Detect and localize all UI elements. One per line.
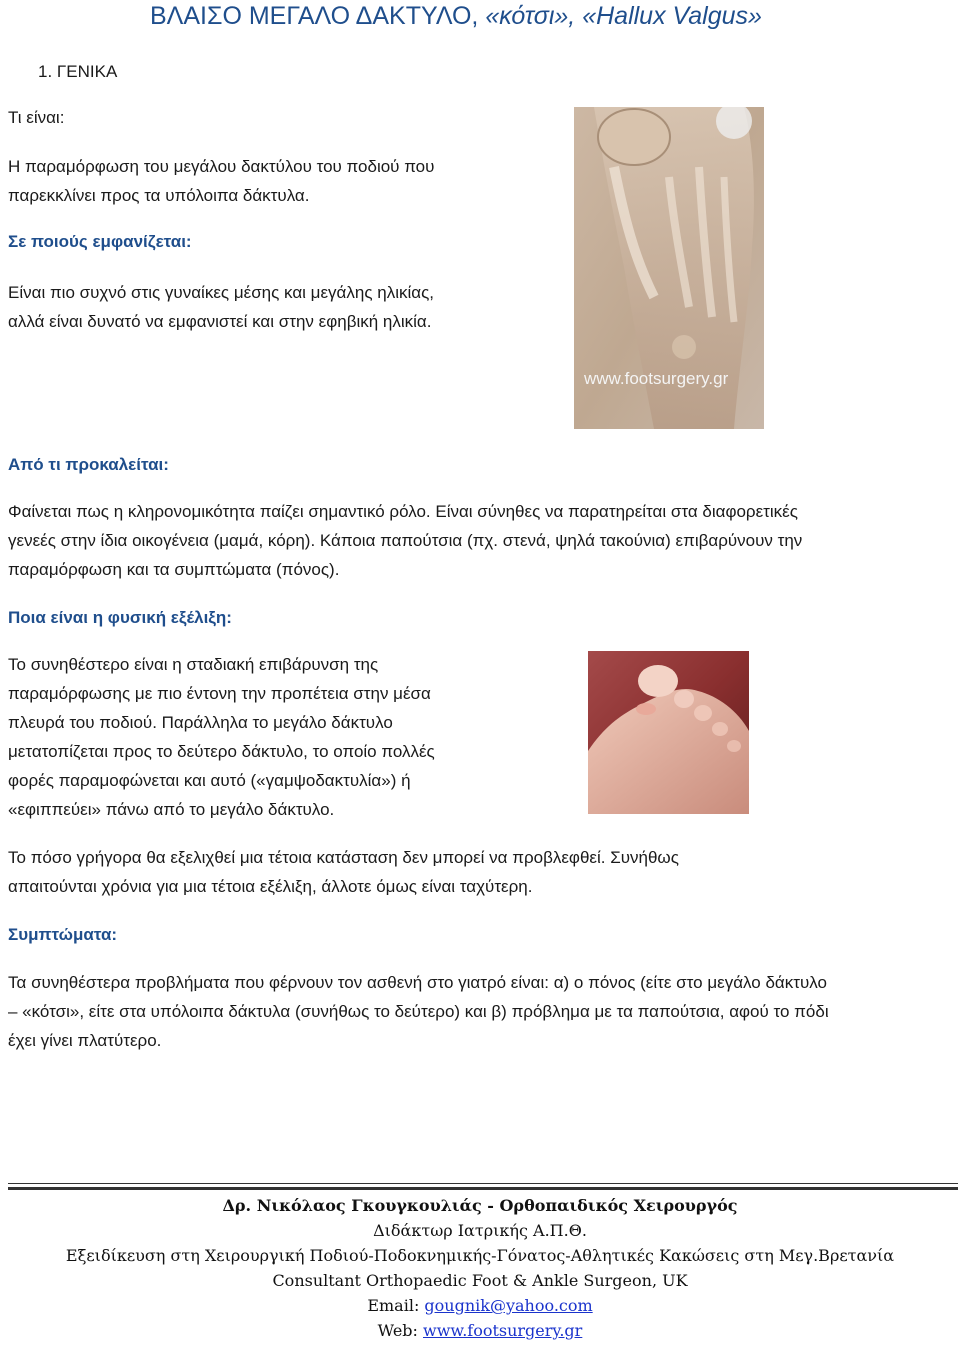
title-main: ΒΛΑΙΣΟ ΜΕΓΑΛΟ ΔΑΚΤΥΛΟ, xyxy=(150,2,486,30)
footer-title-en: Consultant Orthopaedic Foot & Ankle Surgeon, UK xyxy=(272,1271,688,1290)
text-line: Είναι πιο συχνό στις γυναίκες μέσης και μεγάλης ηλικίας, xyxy=(8,283,434,302)
text-line: γενεές στην ίδια οικογένεια (μαμά, κόρη). Κάποια παπούτσια (πχ. στενά, ψηλά τακούνια) επιβαρύνουν την xyxy=(8,531,803,550)
text-line: Τα συνηθέστερα προβλήματα που φέρνουν τον ασθενή στο γιατρό είναι: α) ο πόνος (είτε στο μεγάλο δάκτυλο xyxy=(8,973,827,992)
section-heading: 1. ΓΕΝΙΚΑ xyxy=(38,62,118,81)
footer-web-row xyxy=(0,1318,960,1343)
text-line: έχει γίνει πλατύτερο. xyxy=(8,1031,162,1050)
footer-degree: Διδάκτωρ Ιατρικής Α.Π.Θ. xyxy=(373,1221,587,1240)
text-line: Φαίνεται πως η κληρονομικότητα παίζει σημαντικό ρόλο. Είναι σύνηθες να παρατηρείται στα διαφορετικές xyxy=(8,502,798,521)
footer-specialization: Εξειδίκευση στη Χειρουργική Ποδιού-Ποδοκνημικής-Γόνατος-Αθλητικές Κακώσεις στη Μεγ.Βρετανία xyxy=(65,1246,895,1265)
footer-author: Δρ. Νικόλαος Γκουγκουλιάς - Ορθοπαιδικός Χειρουργός xyxy=(222,1196,738,1215)
title-italic: «κότσι», «Hallux Valgus» xyxy=(485,2,762,30)
symptoms-text xyxy=(8,968,953,1055)
email-link[interactable]: gougnik@yahoo.com xyxy=(424,1296,593,1315)
footer-divider xyxy=(8,1183,958,1184)
text-line: «εφιππεύει» πάνω από το μεγάλο δάκτυλο. xyxy=(8,800,335,819)
text-line: απαιτούνται χρόνια για μια τέτοια εξέλιξη, άλλοτε όμως είναι ταχύτερη. xyxy=(8,877,533,896)
foot-photo-2-icon xyxy=(588,651,749,814)
web-link[interactable]: www.footsurgery.gr xyxy=(423,1321,583,1340)
footer-divider-thick xyxy=(8,1187,958,1190)
web-label: Web: xyxy=(377,1321,423,1340)
symptoms-heading: Συμπτώματα: xyxy=(8,925,118,944)
text-line: Η παραμόρφωση του μεγάλου δακτύλου του ποδιού που xyxy=(8,157,435,176)
text-line: παραμόρφωση και τα συμπτώματα (πόνος). xyxy=(8,560,340,579)
course-text xyxy=(8,650,568,824)
what-heading: Τι είναι: xyxy=(8,108,65,127)
text-line: μετατοπίζεται προς το δεύτερο δάκτυλο, το οποίο πολλές xyxy=(8,742,435,761)
who-text xyxy=(8,278,568,336)
course-extra-text xyxy=(8,843,948,901)
course-heading: Ποια είναι η φυσική εξέλιξη: xyxy=(8,608,232,627)
who-heading: Σε ποιούς εμφανίζεται: xyxy=(8,232,192,251)
email-label: Email: xyxy=(367,1296,425,1315)
text-line: φορές παραμοφώνεται και αυτό («γαμψοδακτυλία») ή xyxy=(8,771,411,790)
text-line: παρεκκλίνει προς τα υπόλοιπα δάκτυλα. xyxy=(8,186,310,205)
text-line: πλευρά του ποδιού. Παράλληλα το μεγάλο δάκτυλο xyxy=(8,713,393,732)
what-text xyxy=(8,152,568,210)
text-line: αλλά είναι δυνατό να εμφανιστεί και στην εφηβική ηλικία. xyxy=(8,312,432,331)
page-title xyxy=(150,2,762,31)
xray-foot-photo xyxy=(574,107,764,429)
text-line: Το συνηθέστερο είναι η σταδιακή επιβάρυνση της xyxy=(8,655,379,674)
cause-heading: Από τι προκαλείται: xyxy=(8,455,169,474)
text-line: παραμόρφωσης με πιο έντονη την προπέτεια στην μέσα xyxy=(8,684,431,703)
cause-text xyxy=(8,497,948,584)
text-line: – «κότσι», είτε στα υπόλοιπα δάκτυλα (συνήθως το δεύτερο) και β) πρόβλημα με τα παπούτσια, αφού το πόδι xyxy=(8,1002,829,1021)
footer-email-row xyxy=(0,1293,960,1318)
foot-photo xyxy=(588,651,749,814)
photo-watermark: www.footsurgery.gr xyxy=(584,369,729,388)
text-line: Το πόσο γρήγορα θα εξελιχθεί μια τέτοια κατάσταση δεν μπορεί να προβλεφθεί. Συνήθως xyxy=(8,848,679,867)
footer xyxy=(0,1193,960,1343)
